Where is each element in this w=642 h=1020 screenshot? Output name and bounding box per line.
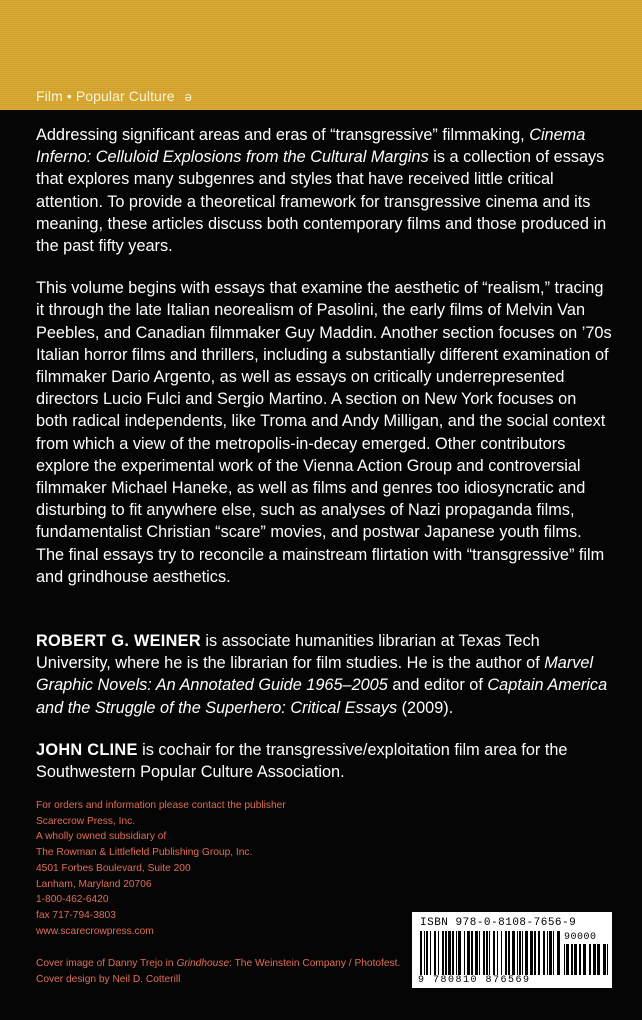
price-addon-number: 90000 [564, 932, 597, 943]
back-cover-text [36, 124, 612, 783]
barcode-bars-icon [420, 931, 560, 975]
description-paragraph-2: This volume begins with essays that examine the aesthetic of “realism,” tracing it through the late Italian neorealism of Pasolini, the early films of Melvin Van Peebles, and Canadian filmmaker Guy Maddin. Another section focuses on ’70s Italian horror films and thrillers, including a substantially different examination of filmmaker Dario Argento, as well as essays on critically underrepresented directors Lucio Fulci and Sergio Martino. A section on New York focuses on both radical independents, like Troma and Andy Milligan, and the social context from which a view of the metropolis-in-decay emerged. Other contributors explore the experimental work of the Vienna Action Group and controversial filmmaker Michael Haneke, as well as films and genres too idiosyncratic and disturbing to fit anywhere else, such as analyses of Nazi propaganda films, fundamentalist Christian “scare” movies, and postwar Japanese youth films. The final essays try to reconcile a mainstream flirtation with “transgressive” film and grindhouse aesthetics. [36, 279, 612, 586]
barcode-digits: 9 780810 876569 [418, 975, 531, 986]
arrow-icon: ə [184, 89, 192, 104]
bio-text: (2009). [397, 698, 454, 717]
publisher-line: www.scarecrowpress.com [36, 925, 154, 937]
bio-text: is associate humanities librarian at Texas Tech University, where he is the librarian for film studies. He is the author of [36, 632, 545, 673]
publisher-line: Scarecrow Press, Inc. [36, 815, 136, 827]
bio-text: is cochair for the transgressive/exploitation film area for the Southwestern Popular Culture Association. [36, 740, 568, 782]
author-name: JOHN CLINE [36, 740, 138, 759]
credit-text: Cover image of Danny Trejo in [36, 958, 177, 969]
description-text: is a collection of essays that explores many subgenres and styles that have received little critical attention. To provide a theoretical framework for transgressive cinema and its meaning, these articles discuss both contemporary films and those produced in the past fifty years. [36, 148, 607, 256]
publisher-line: Lanham, Maryland 20706 [36, 878, 152, 890]
publisher-line: The Rowman & Littlefield Publishing Group, Inc. [36, 847, 253, 859]
description-text: Addressing significant areas and eras of “transgressive” filmmaking, [36, 126, 530, 144]
category-label [36, 88, 192, 104]
publisher-line: A wholly owned subsidiary of [36, 831, 167, 843]
publisher-line: 4501 Forbes Boulevard, Suite 200 [36, 862, 191, 874]
isbn-number: ISBN 978-0-8108-7656-9 [420, 917, 577, 929]
author-bio-cline [36, 739, 612, 783]
book-title: Marvel Graphic Novels: An Annotated Guide 1965–2005 [36, 654, 594, 695]
publisher-info [36, 798, 286, 939]
cover-credits [36, 956, 400, 987]
addon-barcode-bars-icon [564, 944, 608, 975]
author-name: ROBERT G. WEINER [36, 632, 201, 651]
publisher-line: fax 717-794-3803 [36, 909, 116, 921]
publisher-line: For orders and information please contact the publisher [36, 800, 286, 811]
bio-text: and editor of [387, 676, 488, 695]
category-text: Film • Popular Culture [36, 88, 175, 104]
author-bio-weiner [36, 630, 612, 719]
book-title: Cinema Inferno: Celluloid Explosions from the Cultural Margins [36, 126, 586, 167]
credit-text: : The Weinstein Company / Photofest. [229, 958, 401, 969]
cover-design-credit: Cover design by Neil D. Cotterill [36, 973, 181, 985]
book-title: Captain America and the Struggle of the Superhero: Critical Essays [36, 676, 608, 717]
publisher-line: 1-800-462-6420 [36, 894, 109, 906]
cover-image-credit [36, 956, 400, 972]
description-paragraph-1 [36, 124, 612, 257]
film-title: Grindhouse [176, 958, 230, 969]
isbn-barcode [412, 912, 612, 988]
